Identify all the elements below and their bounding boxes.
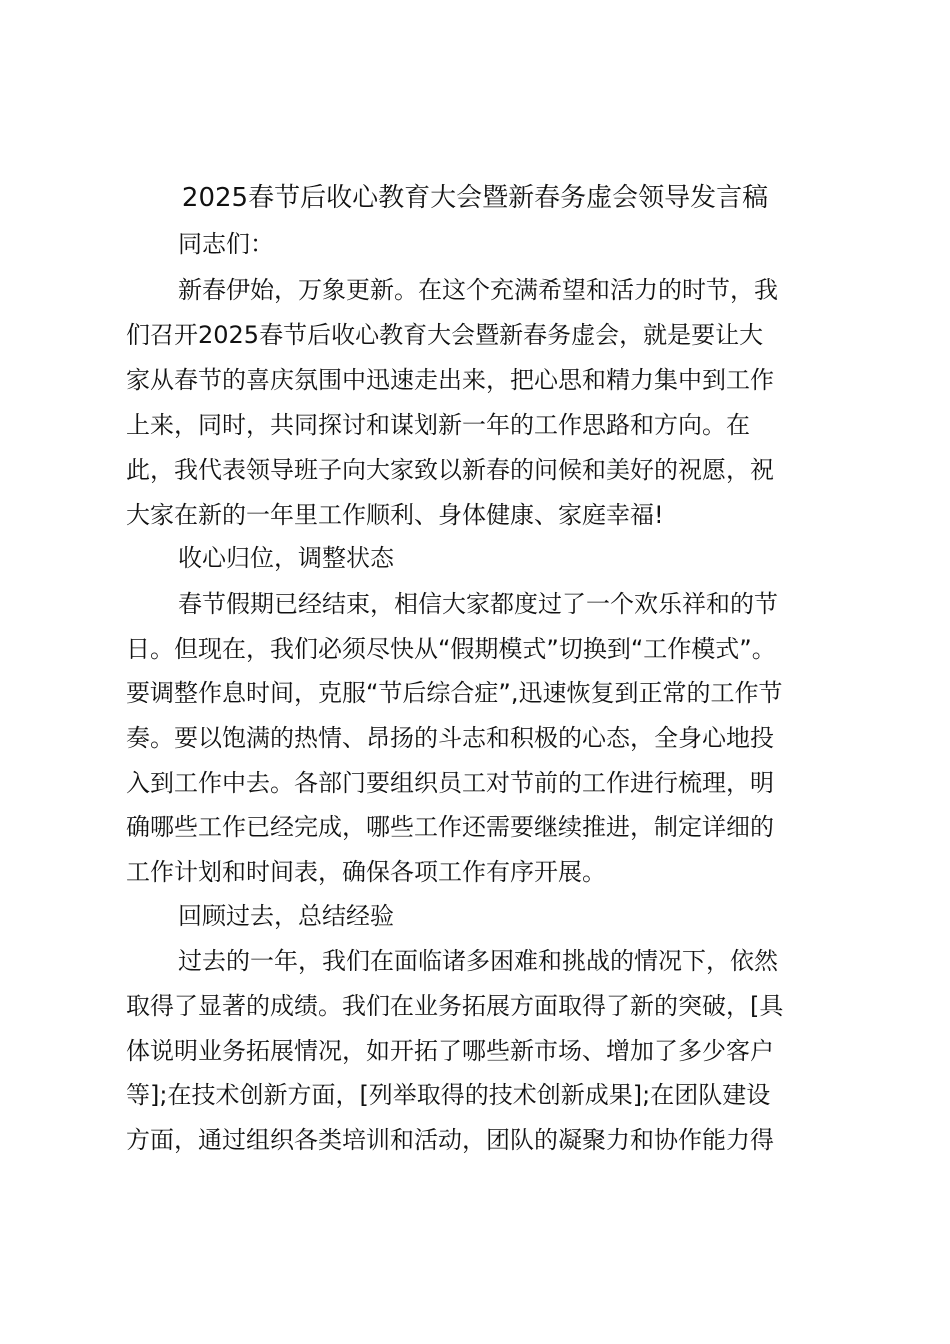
paragraph-line: 大家在新的一年里工作顺利、身体健康、家庭幸福! (126, 501, 664, 529)
paragraph-line: 新春伊始，万象更新。在这个充满希望和活力的时节，我 (178, 276, 778, 304)
section-heading: 回顾过去，总结经验 (178, 902, 394, 930)
paragraph-line: 入到工作中去。各部门要组织员工对节前的工作进行梳理，明 (126, 769, 774, 797)
paragraph-line: 等];在技术创新方面，[列举取得的技术创新成果];在团队建设 (126, 1081, 771, 1109)
section-heading: 收心归位，调整状态 (178, 544, 394, 572)
paragraph-line: 体说明业务拓展情况，如开拓了哪些新市场、增加了多少客户 (126, 1037, 774, 1065)
paragraph-line: 们召开2025春节后收心教育大会暨新春务虚会，就是要让大 (126, 321, 764, 349)
paragraph-line: 过去的一年，我们在面临诸多困难和挑战的情况下，依然 (178, 947, 778, 975)
salutation: 同志们： (178, 230, 274, 258)
paragraph-line: 取得了显著的成绩。我们在业务拓展方面取得了新的突破，[具 (126, 992, 784, 1020)
paragraph-line: 此，我代表领导班子向大家致以新春的问候和美好的祝愿，祝 (126, 456, 774, 484)
paragraph-line: 日。但现在，我们必须尽快从“假期模式”切换到“工作模式”。 (126, 635, 776, 663)
paragraph-line: 春节假期已经结束，相信大家都度过了一个欢乐祥和的节 (178, 590, 778, 618)
paragraph-line: 工作计划和时间表，确保各项工作有序开展。 (126, 858, 606, 886)
paragraph-line: 方面，通过组织各类培训和活动，团队的凝聚力和协作能力得 (126, 1126, 774, 1154)
document-title: 2025春节后收心教育大会暨新春务虚会领导发言稿 (181, 183, 769, 213)
paragraph-line: 上来，同时，共同探讨和谋划新一年的工作思路和方向。在 (126, 411, 750, 439)
paragraph-line: 确哪些工作已经完成，哪些工作还需要继续推进，制定详细的 (126, 813, 774, 841)
paragraph-line: 奏。要以饱满的热情、昂扬的斗志和积极的心态，全身心地投 (126, 724, 774, 752)
paragraph-line: 家从春节的喜庆氛围中迅速走出来，把心思和精力集中到工作 (126, 366, 774, 394)
paragraph-line: 要调整作息时间，克服“节后综合症”,迅速恢复到正常的工作节 (126, 679, 783, 707)
